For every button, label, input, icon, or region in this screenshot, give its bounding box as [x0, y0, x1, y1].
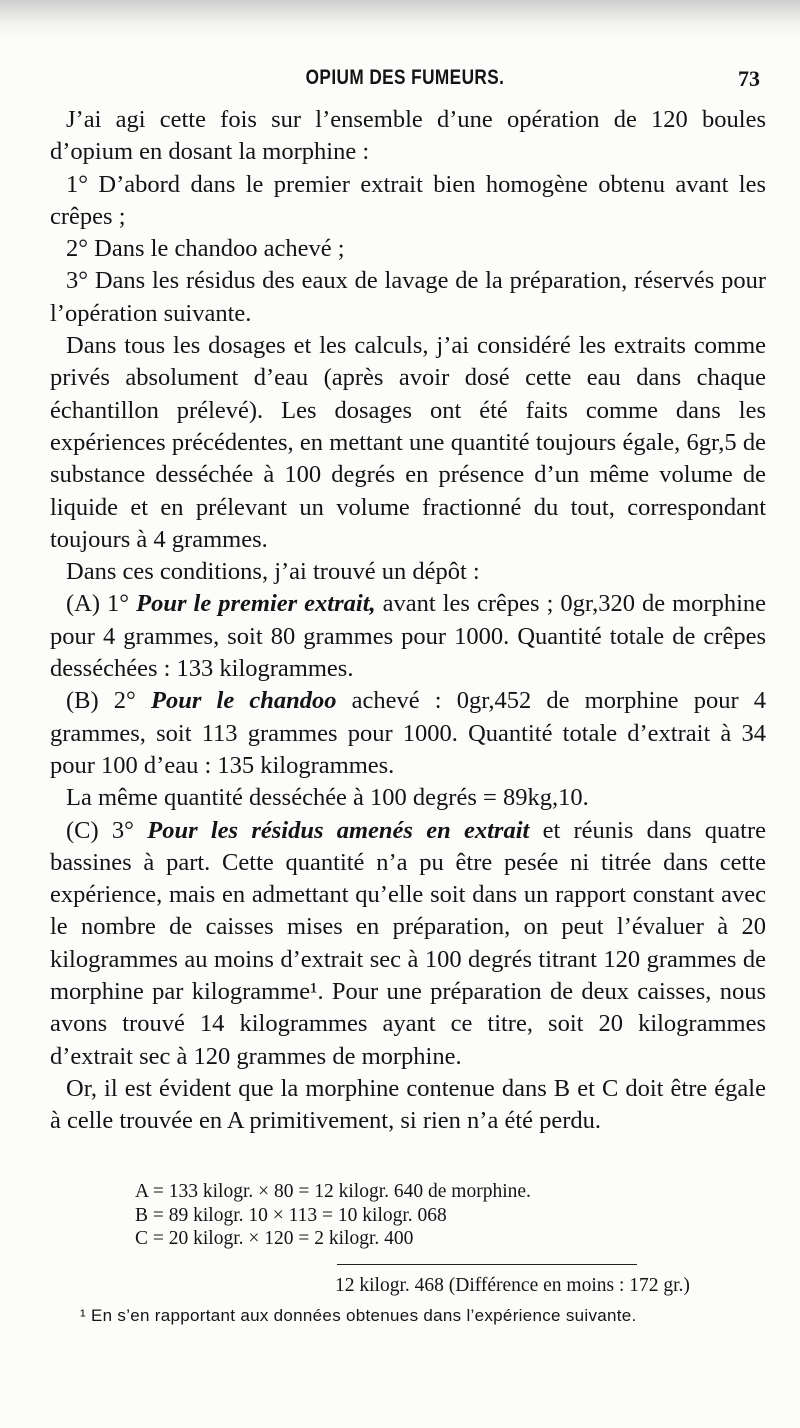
paragraph: 1° D’abord dans le premier extrait bien homogène obtenu avant les crêpes ; — [50, 170, 766, 230]
item-text: et réunis dans quatre bassines à part. Cette quantité n’a pu être pesée ni titrée dans cette expérience, mais en admettant qu’elle soit dans un rapport constant avec le nombre de caisses mises en préparation, on peut l’évaluer à 20 kilogrammes au moins d’extrait sec à 100 degrés titrant 120 grammes de morphine par kilogramme¹. Pour une préparation de deux caisses, nous avons trouvé 14 kilogrammes ayant ce titre, soit 20 kilogrammes d’extrait sec à 120 grammes de morphine. — [50, 816, 767, 1070]
item-label: (B) 2° — [66, 687, 136, 715]
paragraph: J’ai agi cette fois sur l’ensemble d’une opération de 120 boules d’opium en dosant la morphine : — [50, 106, 766, 166]
paragraph-a — [50, 588, 766, 685]
paragraph: Dans tous les dosages et les calculs, j’ai considéré les extraits comme privés absolument d’eau (après avoir dosé cette eau dans chaque échantillon prélevé). Les dosages ont été faits comme dans les expériences précédentes, en mettant une quantité toujours égale, 6gr,5 de substance desséchée à 100 degrés en présence d’un même volume de liquide et en prélevant un volume fractionné du tout, correspondant toujours à 4 grammes. — [50, 332, 766, 553]
item-heading: Pour le chandoo — [151, 687, 337, 715]
paragraph-c — [50, 815, 766, 1073]
running-title: OPIUM DES FUMEURS. — [305, 66, 505, 89]
page-header — [50, 66, 760, 98]
body-text — [50, 104, 766, 1138]
item-text: avant les crêpes ; 0gr,320 de morphine pour 4 grammes, soit 80 grammes pour 1000. Quantité totale de crêpes desséchées : 133 kilogrammes. — [50, 590, 767, 683]
paragraph: 3° Dans les résidus des eaux de lavage de la préparation, réservés pour l’opération suivante. — [50, 267, 766, 327]
calculation-total: 12 kilogr. 468 (Différence en moins : 172 gr.) — [335, 1275, 690, 1296]
footnote: ¹ En s’en rapportant aux données obtenues dans l’expérience suivante. — [80, 1306, 637, 1325]
page-top-shadow — [0, 0, 800, 42]
paragraph: Dans ces conditions, j’ai trouvé un dépôt : — [66, 558, 480, 586]
calculation-block — [135, 1180, 690, 1296]
paragraph: 2° Dans le chandoo achevé ; — [66, 235, 345, 263]
item-text: achevé : 0gr,452 de morphine pour 4 grammes, soit 113 grammes pour 1000. Quantité totale d’extrait à 34 pour 100 d’eau : 135 kilogrammes. — [50, 687, 766, 779]
calculation-row-a: A = 133 kilogr. × 80 = 12 kilogr. 640 de morphine. — [135, 1181, 531, 1202]
paragraph: Or, il est évident que la morphine contenue dans B et C doit être égale à celle trouvée en A primitivement, si rien n’a été perdu. — [50, 1074, 766, 1135]
item-heading: Pour le premier extrait, — [136, 590, 376, 618]
paragraph: La même quantité desséchée à 100 degrés = 89kg,10. — [66, 784, 589, 812]
sum-rule — [337, 1264, 637, 1265]
calculation-row-c: C = 20 kilogr. × 120 = 2 kilogr. 400 — [135, 1228, 414, 1249]
page-number: 73 — [738, 66, 760, 91]
item-label: (A) 1° — [66, 590, 130, 618]
paragraph-b — [50, 685, 766, 782]
item-heading: Pour les résidus amenés en extrait — [147, 816, 530, 844]
calculation-row-b: B = 89 kilogr. 10 × 113 = 10 kilogr. 068 — [135, 1204, 447, 1226]
item-label: (C) 3° — [66, 816, 134, 844]
